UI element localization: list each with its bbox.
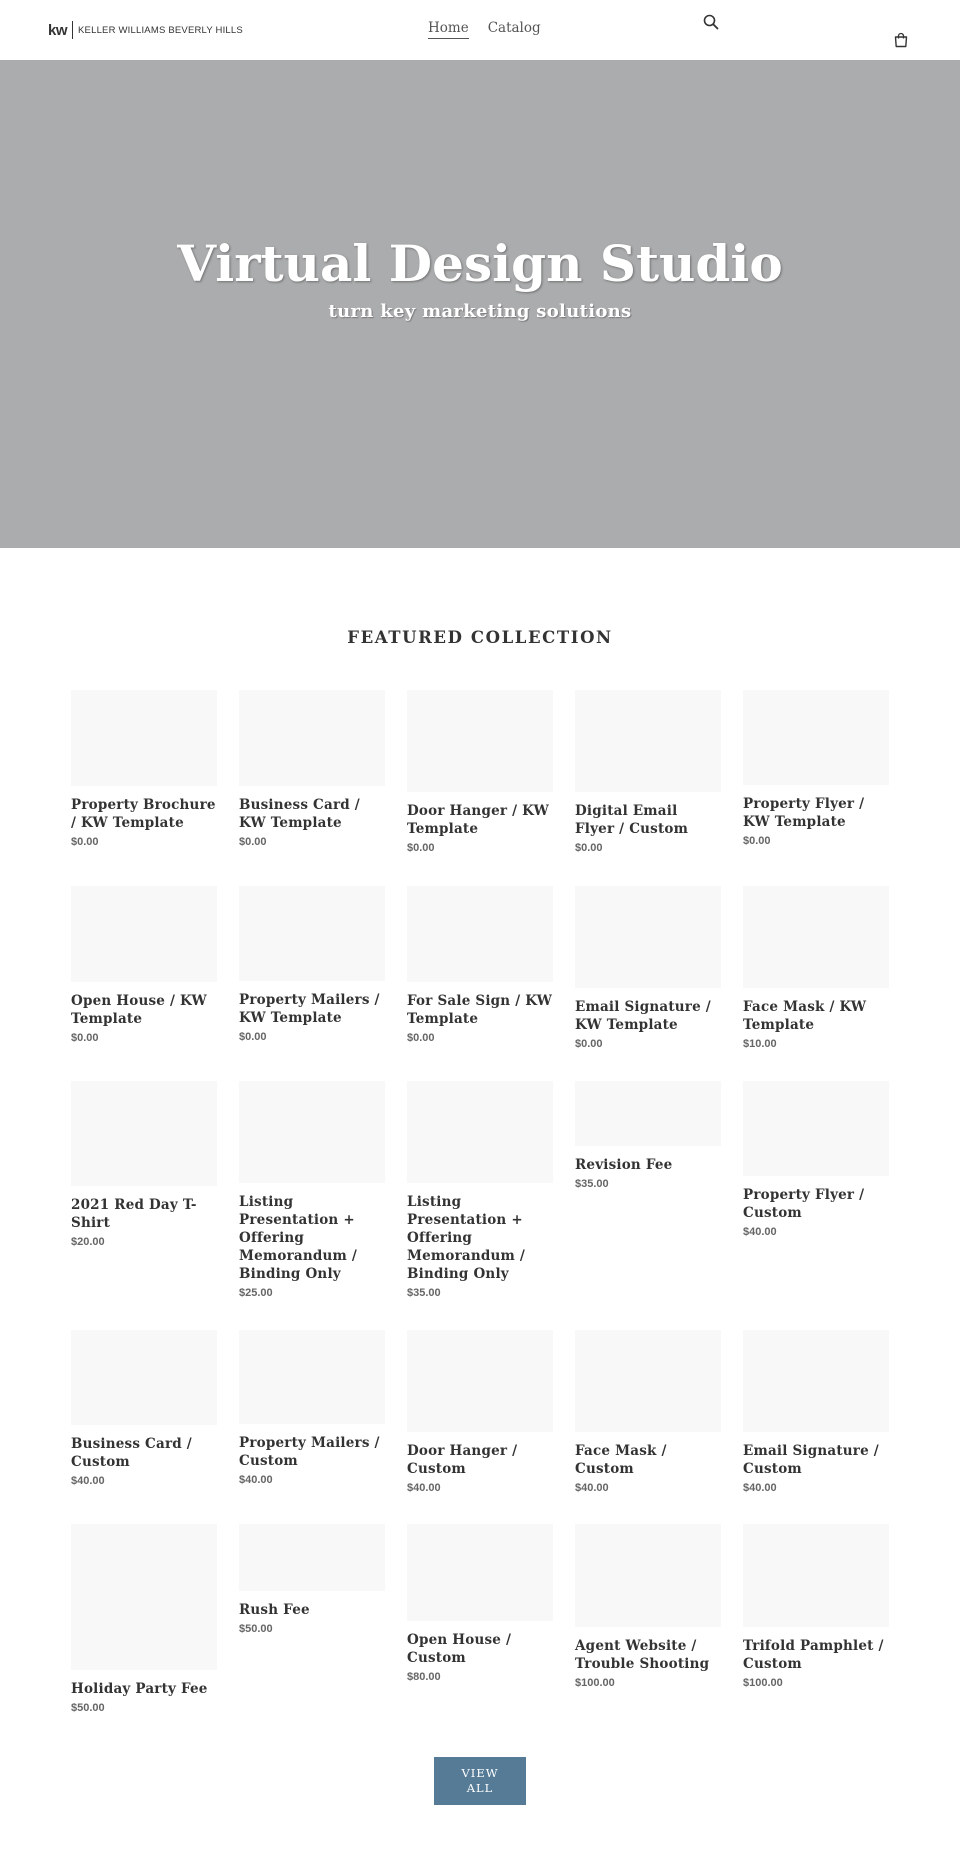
product-title[interactable]: Face Mask / KW Template [743,999,867,1033]
product-image[interactable] [407,886,553,982]
product-title[interactable]: Digital Email Flyer / Custom [575,803,689,837]
product-title[interactable]: Listing Presentation + Offering Memorandum / Binding Only [407,1194,526,1282]
search-icon[interactable] [702,13,720,31]
product-title[interactable]: Property Flyer / Custom [743,1187,865,1221]
product-price: $25.00 [239,1287,273,1299]
main-nav [428,20,541,39]
product-price: $35.00 [407,1287,441,1299]
product-price: $80.00 [407,1671,441,1683]
nav-link-home[interactable]: Home [428,20,469,39]
product-card[interactable] [743,886,889,1050]
product-price: $40.00 [575,1482,609,1494]
product-title[interactable]: Business Card / KW Template [239,797,360,831]
nav-link-catalog[interactable]: Catalog [487,20,541,36]
product-card[interactable] [71,1330,217,1487]
product-card[interactable] [239,1330,385,1486]
product-image[interactable] [407,1524,553,1621]
product-title[interactable]: Door Hanger / Custom [407,1443,518,1477]
product-card[interactable] [71,886,217,1044]
product-title[interactable]: Open House / KW Template [71,993,207,1027]
product-title[interactable]: Business Card / Custom [71,1436,192,1470]
product-card[interactable] [71,1081,217,1248]
product-price: $100.00 [575,1677,615,1689]
product-image[interactable] [743,690,889,785]
product-price: $50.00 [71,1702,105,1714]
product-title[interactable]: Door Hanger / KW Template [407,803,549,837]
product-card[interactable] [407,886,553,1044]
product-title[interactable]: Email Signature / Custom [743,1443,879,1477]
hero-title: Virtual Design Studio [177,234,783,293]
product-price: $0.00 [743,835,771,847]
product-card[interactable] [575,1330,721,1494]
product-card[interactable] [71,1524,217,1714]
product-card[interactable] [239,1524,385,1635]
product-image[interactable] [239,1330,385,1424]
product-title[interactable]: Property Mailers / Custom [239,1435,380,1469]
product-price: $0.00 [239,836,267,848]
hero-banner [0,60,960,548]
product-card[interactable] [239,690,385,848]
product-image[interactable] [71,1330,217,1425]
product-card[interactable] [575,1081,721,1190]
product-image[interactable] [575,690,721,792]
product-image[interactable] [239,1081,385,1183]
product-card[interactable] [71,690,217,848]
product-title[interactable]: Property Flyer / KW Template [743,796,865,830]
product-price: $0.00 [575,842,603,854]
product-card[interactable] [743,1081,889,1238]
view-all-button[interactable]: VIEW ALL [434,1757,526,1805]
product-price: $20.00 [71,1236,105,1248]
product-price: $0.00 [239,1031,267,1043]
product-title[interactable]: For Sale Sign / KW Template [407,993,553,1027]
product-price: $40.00 [743,1226,777,1238]
product-card[interactable] [575,1524,721,1689]
product-image[interactable] [743,886,889,988]
product-title[interactable]: 2021 Red Day T-Shirt [71,1197,197,1231]
product-card[interactable] [575,690,721,854]
store-logo[interactable] [48,21,243,39]
product-image[interactable] [239,886,385,981]
product-price: $35.00 [575,1178,609,1190]
product-image[interactable] [575,886,721,988]
product-image[interactable] [407,690,553,792]
product-image[interactable] [575,1330,721,1432]
product-title[interactable]: Trifold Pamphlet / Custom [743,1638,884,1672]
cart-icon[interactable] [893,32,909,48]
product-title[interactable]: Property Mailers / KW Template [239,992,380,1026]
product-image[interactable] [743,1081,889,1176]
product-card[interactable] [575,886,721,1050]
product-title[interactable]: Property Brochure / KW Template [71,797,216,831]
product-card[interactable] [239,1081,385,1299]
featured-collection-title: FEATURED COLLECTION [347,628,613,647]
product-price: $100.00 [743,1677,783,1689]
product-title[interactable]: Email Signature / KW Template [575,999,711,1033]
product-price: $0.00 [71,1032,99,1044]
product-title[interactable]: Rush Fee [239,1602,310,1618]
product-card[interactable] [407,1524,553,1683]
product-image[interactable] [71,886,217,982]
product-price: $40.00 [407,1482,441,1494]
product-title[interactable]: Revision Fee [575,1157,673,1173]
product-card[interactable] [743,690,889,847]
product-image[interactable] [743,1330,889,1432]
product-image[interactable] [407,1330,553,1432]
product-image[interactable] [71,1524,217,1670]
product-price: $40.00 [239,1474,273,1486]
product-title[interactable]: Open House / Custom [407,1632,512,1666]
product-price: $0.00 [407,1032,435,1044]
product-image[interactable] [743,1524,889,1627]
site-header [0,0,960,60]
product-price: $40.00 [71,1475,105,1487]
product-price: $50.00 [239,1623,273,1635]
product-card[interactable] [407,1330,553,1494]
product-price: $40.00 [743,1482,777,1494]
product-card[interactable] [743,1330,889,1494]
product-card[interactable] [239,886,385,1043]
product-image[interactable] [71,690,217,786]
product-image[interactable] [239,690,385,786]
product-title[interactable]: Agent Website / Trouble Shooting [575,1638,710,1672]
product-image[interactable] [575,1081,721,1146]
product-price: $0.00 [71,836,99,848]
product-image[interactable] [407,1081,553,1183]
product-card[interactable] [743,1524,889,1689]
product-title[interactable]: Face Mask / Custom [575,1443,667,1477]
product-image[interactable] [239,1524,385,1591]
product-title[interactable]: Listing Presentation + Offering Memorandum / Binding Only [239,1194,358,1282]
product-price: $0.00 [407,842,435,854]
logo-text: KELLER WILLIAMS BEVERLY HILLS [78,24,243,36]
product-price: $10.00 [743,1038,777,1050]
product-card[interactable] [407,1081,553,1299]
product-price: $0.00 [575,1038,603,1050]
logo-mark: kw [48,21,68,39]
product-image[interactable] [71,1081,217,1186]
product-image[interactable] [575,1524,721,1627]
product-card[interactable] [407,690,553,854]
logo-divider [72,21,73,39]
product-title[interactable]: Holiday Party Fee [71,1681,208,1697]
hero-subtitle: turn key marketing solutions [328,301,632,322]
